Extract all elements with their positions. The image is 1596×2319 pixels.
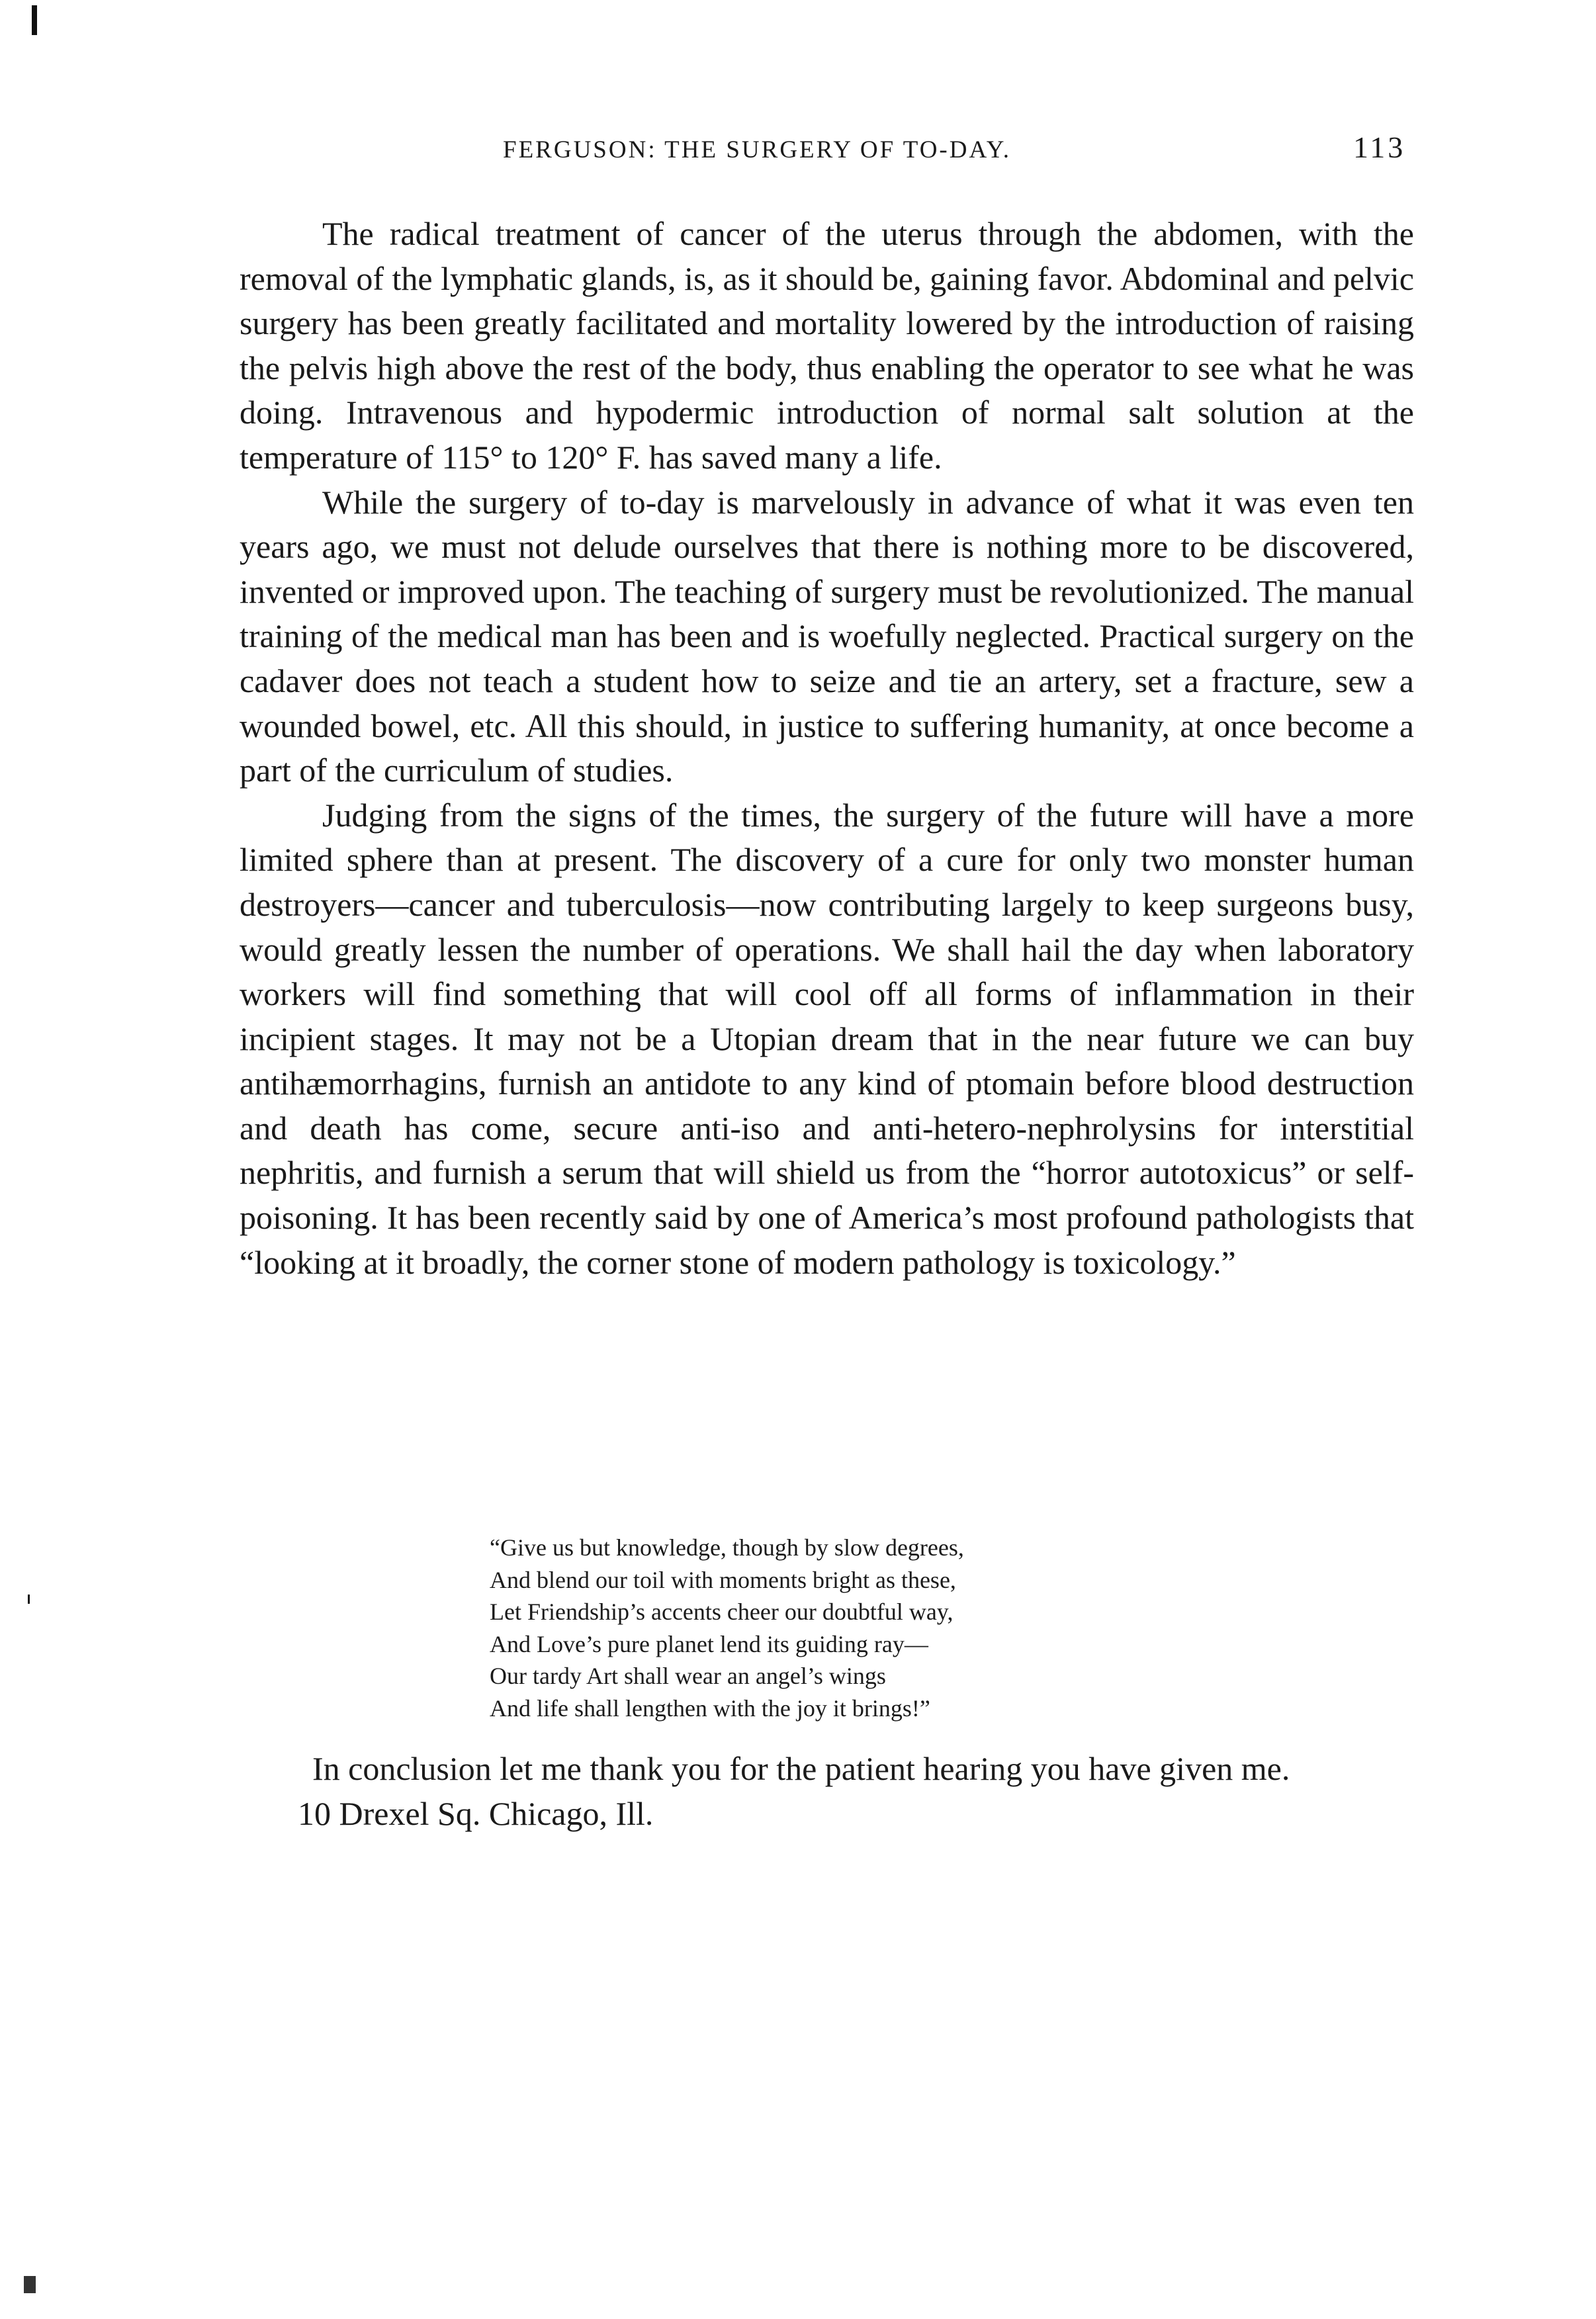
page-number: 113 (1353, 130, 1406, 164)
body-text (240, 212, 1414, 1285)
poem-quotation (490, 1532, 1218, 1724)
poem-line: And life shall lengthen with the joy it brings!” (490, 1694, 930, 1722)
poem-line: Our tardy Art shall wear an angel’s wings (490, 1663, 886, 1689)
poem-line: Let Friendship’s accents cheer our doubtful way, (490, 1598, 953, 1625)
paragraph: While the surgery of to-day is marvelously in advance of what it was even ten years ago, we must not delude ourselves that there is nothing more to be discovered, invented or improved upon. The teaching of surgery must be revolutionized. The manual training of the medical man has been and is woefully neglected. Practical surgery on the cadaver does not teach a student how to seize and tie an artery, set a fracture, sew a wounded bowel, etc. All this should, in justice to suffering humanity, at once become a part of the curriculum of studies. (240, 483, 1414, 789)
poem-line: And Love’s pure planet lend its guiding ray— (490, 1630, 928, 1657)
scan-mark-left-middle (28, 1595, 30, 1604)
poem-line: And blend our toil with moments bright as these, (490, 1566, 956, 1593)
scan-mark-bottom (24, 2276, 36, 2293)
paragraph: The radical treatment of cancer of the uterus through the abdomen, with the removal of the lymphatic glands, is, as it should be, gaining favor. Abdominal and pelvic surgery has been greatly facilitated and mortality lowered by the introduction of raising the pelvis high above the rest of the body, thus enabling the operator to see what he was doing. Intravenous and hypodermic introduction of normal salt solution at the temperature of 115° to 120° F. has saved many a life. (240, 215, 1414, 476)
closing-paragraph: In conclusion let me thank you for the patient hearing you have given me. (312, 1750, 1290, 1787)
poem-line: “Give us but knowledge, though by slow degrees, (490, 1534, 964, 1561)
paragraph: Judging from the signs of the times, the surgery of the future will have a more limited sphere than at present. The discovery of a cure for only two monster human destroyers—cancer and tuberculosis—now contributing largely to keep surgeons busy, would greatly lessen the number of operations. We shall hail the day when laboratory workers will find something that will cool off all forms of inflammation in their incipient stages. It may not be a Utopian dream that in the near future we can buy antihæmorrhagins, furnish an antidote to any kind of ptomain before blood destruction and death has come, secure anti-iso and anti-hetero-nephrolysins for interstitial nephritis, and furnish a serum that will shield us from the “horror autotoxicus” or self-poisoning. It has been recently said by one of America’s most profound pathologists that “looking at it broadly, the corner stone of modern pathology is toxicology.” (240, 796, 1414, 1281)
closing-section (240, 1747, 1414, 1836)
author-address: 10 Drexel Sq. Chicago, Ill. (298, 1794, 654, 1832)
scan-mark-top (32, 5, 37, 35)
running-title: FERGUSON: THE SURGERY OF TO-DAY. (503, 136, 1011, 163)
